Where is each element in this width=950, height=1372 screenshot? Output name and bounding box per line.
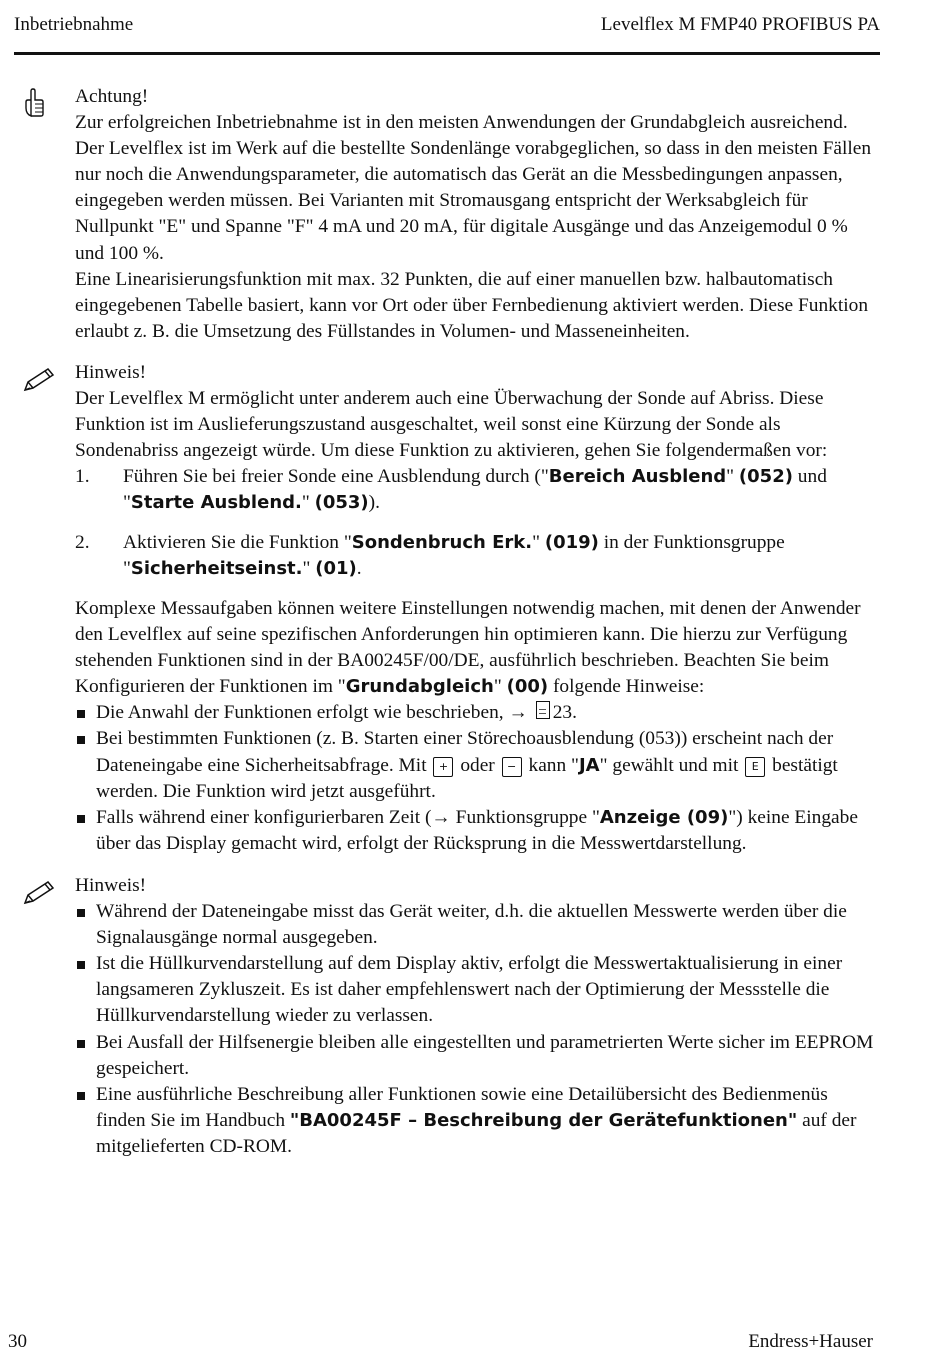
hinweis-1-title: Hinweis! (75, 362, 147, 383)
hinweis-2-block (75, 873, 880, 1160)
bullet-icon (77, 815, 85, 823)
header-product-title: Levelflex M FMP40 PROFIBUS PA (600, 14, 880, 35)
hinweis-2-title: Hinweis! (75, 875, 147, 896)
achtung-block (75, 84, 880, 345)
hinweis-1-block (75, 360, 880, 582)
step-2: 2. Aktivieren Sie die Funktion "Sondenbruch Erk." (019) in der Funktionsgruppe "Sicherheitseinst." (01). (75, 531, 785, 579)
option-value: JA (578, 754, 600, 776)
function-code: (053) (314, 492, 369, 514)
page-reference-icon (536, 701, 550, 719)
page-number: 30 (8, 1331, 27, 1352)
list-item: Falls während einer konfigurierbaren Zeit (→ Funktionsgruppe "Anzeige (09)") keine Eingabe über das Display gemacht wird, erfolgt der Rücksprung in die Messwertdarstellung. (75, 805, 880, 857)
pointing-hand-icon (22, 88, 46, 124)
plus-key-icon: + (433, 757, 453, 777)
function-name: Sondenbruch Erk. (351, 531, 533, 553)
bullet-icon (77, 736, 85, 744)
achtung-title: Achtung! (75, 86, 149, 107)
function-code: (019) (544, 531, 599, 553)
list-item: Ist die Hüllkurvendarstellung auf dem Display aktiv, erfolgt die Messwertaktualisierung in einer langsameren Zykluszeit. Es ist daher empfehlenswert nach der Optimierung der Messstelle die Hüllkurvendarstellung wieder zu verlassen. (75, 951, 880, 1029)
minus-key-icon: − (502, 757, 522, 777)
pencil-icon (22, 879, 56, 913)
bullet-icon (77, 1040, 85, 1048)
list-item: Eine ausführliche Beschreibung aller Funktionen sowie eine Detailübersicht des Bedienmenüs finden Sie im Handbuch "BA00245F – Beschreibung der Gerätefunktionen" auf der mitgelieferten CD-ROM. (75, 1082, 880, 1160)
pencil-icon (22, 366, 56, 400)
function-group-name: Sicherheitseinst. (130, 557, 303, 579)
komplex-paragraph: Komplexe Messaufgaben können weitere Einstellungen notwendig machen, mit denen der Anwender den Levelflex auf seine spezifischen Anforderungen hin optimieren kann. Die hierzu zur Verfügung stehenden Funktionen sind in der BA00245F/00/DE, ausführlich beschrieben. Beachten Sie beim Konfigurieren der Funktionen im "Grundabgleich" (00) folgende Hinweise: (75, 598, 861, 698)
function-group-code: (00) (506, 676, 549, 698)
footer-brand: Endress+Hauser (748, 1331, 873, 1352)
step-2-number: 2. (75, 531, 90, 553)
function-group-name: Grundabgleich (345, 676, 494, 698)
bullet-icon (77, 710, 85, 718)
list-item: Die Anwahl der Funktionen erfolgt wie beschrieben, → 23. (75, 700, 880, 726)
komplex-block (75, 596, 880, 857)
function-name: Bereich Ausblend (548, 466, 727, 488)
function-code: (052) (738, 466, 793, 488)
list-item: Bei bestimmten Funktionen (z. B. Starten einer Störechoausblendung (053)) erscheint nach der Dateneingabe eine Sicherheitsabfrage. Mit + oder − kann "JA" gewählt und mit E bestätigt werden. Die Funktion wird jetzt ausgeführt. (75, 726, 880, 804)
function-group-name: Anzeige (09) (599, 806, 729, 828)
manual-reference: "BA00245F – Beschreibung der Gerätefunktionen" (289, 1109, 798, 1131)
header-rule (14, 52, 880, 55)
function-group-code: (01) (315, 557, 357, 579)
achtung-paragraph-2: Eine Linearisierungsfunktion mit max. 32 Punkten, die auf einer manuellen bzw. halbautomatisch eingegebenen Tabelle basiert, kann vor Ort oder über Fernbedienung aktiviert werden. Diese Funktion erlaubt z. B. die Umsetzung des Füllstandes in Volumen- und Masseneinheiten. (75, 268, 869, 342)
achtung-paragraph-1: Zur erfolgreichen Inbetriebnahme ist in den meisten Anwendungen der Grundabgleich ausreichend. Der Levelflex ist im Werk auf die bestellte Sondenlänge vorabgeglichen, so dass in den meisten Fällen nur noch die Anwendungsparameter, die automatisch das Gerät an die Messbedingungen anpassen, eingegeben werden müssen. Bei Varianten mit Stromausgang entspricht der Werksabgleich für Nullpunkt "E" und Spanne "F" 4 mA und 20 mA, für digitale Ausgänge und das Anzeigemodul 0 % und 100 %. (75, 112, 872, 264)
page-reference: 23. (552, 702, 577, 724)
bullet-icon (77, 909, 85, 917)
function-name: Starte Ausblend. (130, 492, 302, 514)
step-1-number: 1. (75, 466, 90, 488)
hinweis-1-intro: Der Levelflex M ermöglicht unter anderem auch eine Überwachung der Sonde auf Abriss. Diese Funktion ist im Auslieferungszustand ausgeschaltet, weil sonst eine Kürzung der Sonde als Sondenabriss angezeigt würde. Um diese Funktion zu aktivieren, gehen Sie folgendermaßen vor: (75, 388, 828, 462)
header-section-title: Inbetriebnahme (14, 14, 134, 35)
list-item: Bei Ausfall der Hilfsenergie bleiben alle eingestellten und parametrierten Werte sicher im EEPROM gespeichert. (75, 1030, 880, 1082)
step-1: 1. Führen Sie bei freier Sonde eine Ausblendung durch ("Bereich Ausblend" (052) und "Starte Ausblend." (053)). (75, 466, 827, 514)
enter-key-icon: E (745, 757, 765, 777)
bullet-icon (77, 961, 85, 969)
list-item: Während der Dateneingabe misst das Gerät weiter, d.h. die aktuellen Messwerte werden über die Signalausgänge normal ausgegeben. (75, 899, 880, 951)
bullet-icon (77, 1092, 85, 1100)
